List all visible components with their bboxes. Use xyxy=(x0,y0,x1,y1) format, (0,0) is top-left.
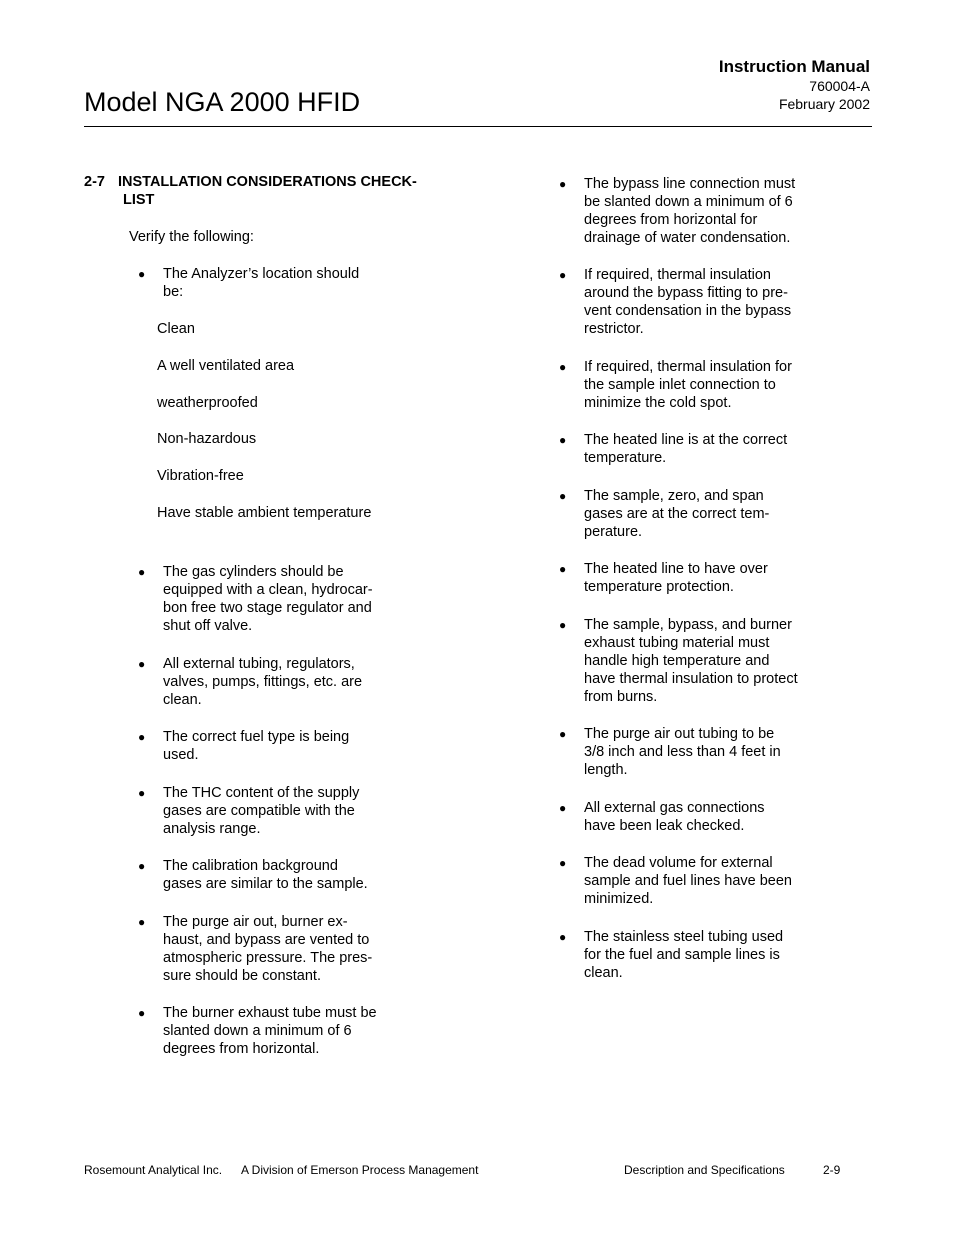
bullet-icon: ● xyxy=(559,856,567,870)
bullet-icon: ● xyxy=(559,801,567,815)
list-item-text: The purge air out tubing to be 3/8 inch and less than 4 feet in length. xyxy=(584,726,781,778)
list-item-text: The purge air out, burner ex- haust, and bypass are vented to atmospheric pressure. The pres- sure should be constant. xyxy=(163,914,373,984)
list-item-text: All external gas connections have been leak checked. xyxy=(584,800,765,834)
list-item-text: The bypass line connection must be slanted down a minimum of 6 degrees from horizontal for drainage of water condensation. xyxy=(584,176,796,246)
footer-company: Rosemount Analytical Inc. xyxy=(84,1163,223,1177)
section-intro: Verify the following: xyxy=(129,229,254,245)
bullet-icon: ● xyxy=(559,177,567,191)
section-number: 2-7 xyxy=(84,174,105,190)
bullet-icon: ● xyxy=(138,915,146,929)
list-item-text: The burner exhaust tube must be slanted down a minimum of 6 degrees from horizontal. xyxy=(163,1005,377,1057)
bullet-icon: ● xyxy=(138,1006,146,1020)
bullet-icon: ● xyxy=(559,562,567,576)
list-item-text: The sample, zero, and span gases are at the correct tem- perature. xyxy=(584,488,770,540)
list-item-text: The gas cylinders should be equipped with a clean, hydrocar- bon free two stage regulator and shut off valve. xyxy=(163,564,373,634)
header-divider xyxy=(84,126,872,127)
footer-section-name: Description and Specifications xyxy=(624,1163,785,1177)
location-item: Non-hazardous xyxy=(157,431,257,447)
location-item: weatherproofed xyxy=(157,395,258,411)
bullet-icon: ● xyxy=(138,657,146,671)
list-item-text: If required, thermal insulation for the sample inlet connection to minimize the cold spot. xyxy=(584,359,792,411)
bullet-icon: ● xyxy=(559,727,567,741)
list-item-text: If required, thermal insulation around the bypass fitting to pre- vent condensation in the bypass restrictor. xyxy=(584,267,792,337)
list-item-text: The THC content of the supply gases are compatible with the analysis range. xyxy=(163,785,360,837)
bullet-icon: ● xyxy=(138,730,146,744)
location-item: Vibration-free xyxy=(157,468,244,484)
location-item: A well ventilated area xyxy=(157,358,295,374)
list-item-text: The stainless steel tubing used for the fuel and sample lines is clean. xyxy=(584,929,784,981)
footer-page-number: 2-9 xyxy=(823,1163,841,1177)
section-title-line2: LIST xyxy=(123,192,155,208)
bullet-icon: ● xyxy=(559,618,567,632)
footer-division: A Division of Emerson Process Management xyxy=(241,1163,479,1177)
list-item-text: The heated line is at the correct temperature. xyxy=(584,432,788,466)
list-item-text: The heated line to have over temperature protection. xyxy=(584,561,768,595)
bullet-icon: ● xyxy=(138,267,146,281)
bullet-icon: ● xyxy=(138,786,146,800)
list-item-text: The calibration background gases are similar to the sample. xyxy=(163,858,368,892)
page-title: Model NGA 2000 HFID xyxy=(84,87,361,117)
header-info xyxy=(719,57,870,113)
doc-date: February 2002 xyxy=(778,96,870,112)
location-item: Clean xyxy=(157,321,195,337)
section-title-line1: INSTALLATION CONSIDERATIONS CHECK- xyxy=(118,174,417,190)
bullet-icon: ● xyxy=(559,489,567,503)
list-item-text: The dead volume for external sample and fuel lines have been minimized. xyxy=(584,855,792,907)
bullet-icon: ● xyxy=(138,859,146,873)
list-item-text: All external tubing, regulators, valves, pumps, fittings, etc. are clean. xyxy=(163,656,363,708)
doc-number: 760004-A xyxy=(809,78,870,94)
list-item-text: The correct fuel type is being used. xyxy=(163,729,350,763)
bullet-icon: ● xyxy=(559,268,567,282)
location-item: Have stable ambient temperature xyxy=(157,505,372,521)
bullet-icon: ● xyxy=(559,433,567,447)
section-heading xyxy=(84,173,464,209)
list-item-text: The Analyzer’s location should be: xyxy=(163,266,360,300)
list-item-text: The sample, bypass, and burner exhaust tubing material must handle high temperature and have thermal insulation to protect from burns. xyxy=(584,617,798,705)
bullet-icon: ● xyxy=(559,360,567,374)
bullet-icon: ● xyxy=(559,930,567,944)
bullet-icon: ● xyxy=(138,565,146,579)
manual-label: Instruction Manual xyxy=(718,57,870,76)
